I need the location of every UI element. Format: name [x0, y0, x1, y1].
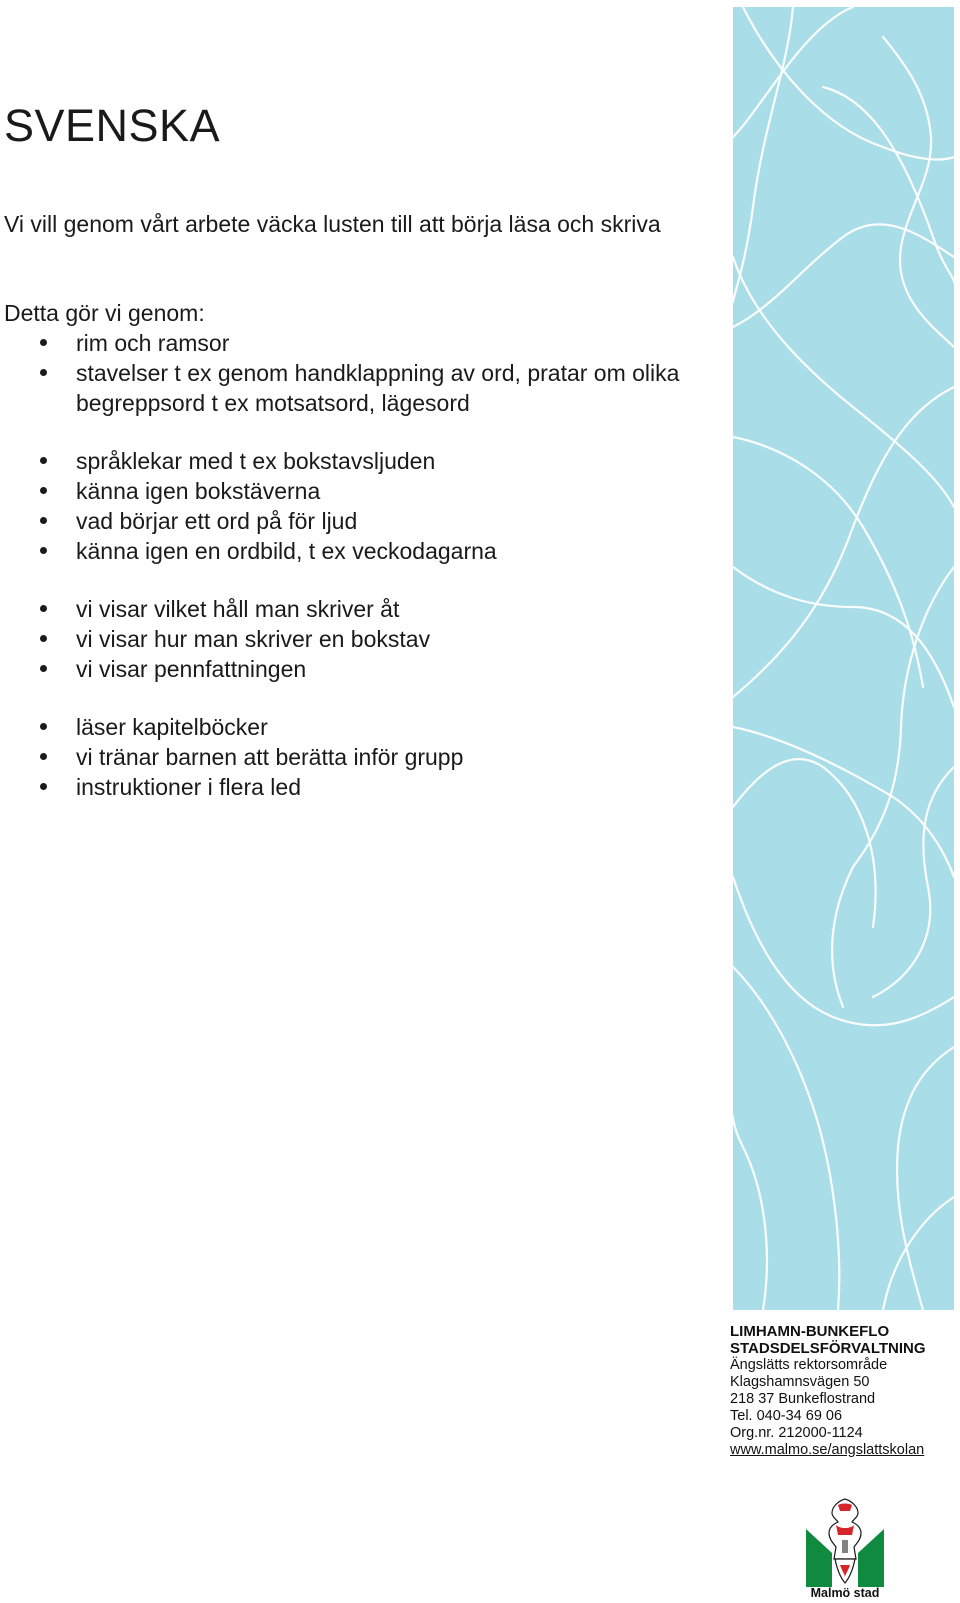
lead-paragraph: Detta gör vi genom: — [4, 300, 205, 326]
page-title: SVENSKA — [4, 100, 221, 151]
organization-name: LIMHAMN-BUNKEFLO — [730, 1323, 890, 1340]
method-list — [4, 328, 704, 802]
wave-line-pattern — [733, 7, 954, 1310]
list-item: vi visar vilket håll man skriver åt — [4, 594, 704, 624]
list-item: vi tränar barnen att berätta inför grupp — [4, 742, 704, 772]
phone-number: Tel. 040-34 69 06 — [730, 1408, 843, 1424]
list-item: känna igen en ordbild, t ex veckodagarna — [4, 536, 704, 566]
list-item: känna igen bokstäverna — [4, 476, 704, 506]
contact-block — [730, 1323, 958, 1459]
street-address: Klagshamnsvägen 50 — [730, 1374, 870, 1390]
org-number: Org.nr. 212000-1124 — [730, 1425, 863, 1441]
intro-paragraph: Vi vill genom vårt arbete väcka lusten till att börja läsa och skriva — [4, 211, 661, 237]
unit-name: Ängslätts rektorsområde — [730, 1357, 888, 1373]
list-item: språklekar med t ex bokstavsljuden — [4, 446, 704, 476]
organization-subname: STADSDELSFÖRVALTNING — [730, 1340, 926, 1357]
list-item: läser kapitelböcker — [4, 712, 704, 742]
list-item: vi visar hur man skriver en bokstav — [4, 624, 704, 654]
list-item: vi visar pennfattningen — [4, 654, 704, 684]
logo-wordmark: Malmö stad — [810, 1586, 880, 1600]
list-item: instruktioner i flera led — [4, 772, 704, 802]
decorative-pattern-panel — [733, 7, 954, 1310]
postal-address: 218 37 Bunkeflostrand — [730, 1391, 876, 1407]
list-item: rim och ramsor — [4, 328, 704, 358]
list-item: stavelser t ex genom handklappning av ord, pratar om olika begreppsord t ex motsatsord, lägesord — [4, 358, 704, 418]
website-link[interactable]: www.malmo.se/angslattskolan — [730, 1442, 925, 1458]
list-item: vad börjar ett ord på för ljud — [4, 506, 704, 536]
